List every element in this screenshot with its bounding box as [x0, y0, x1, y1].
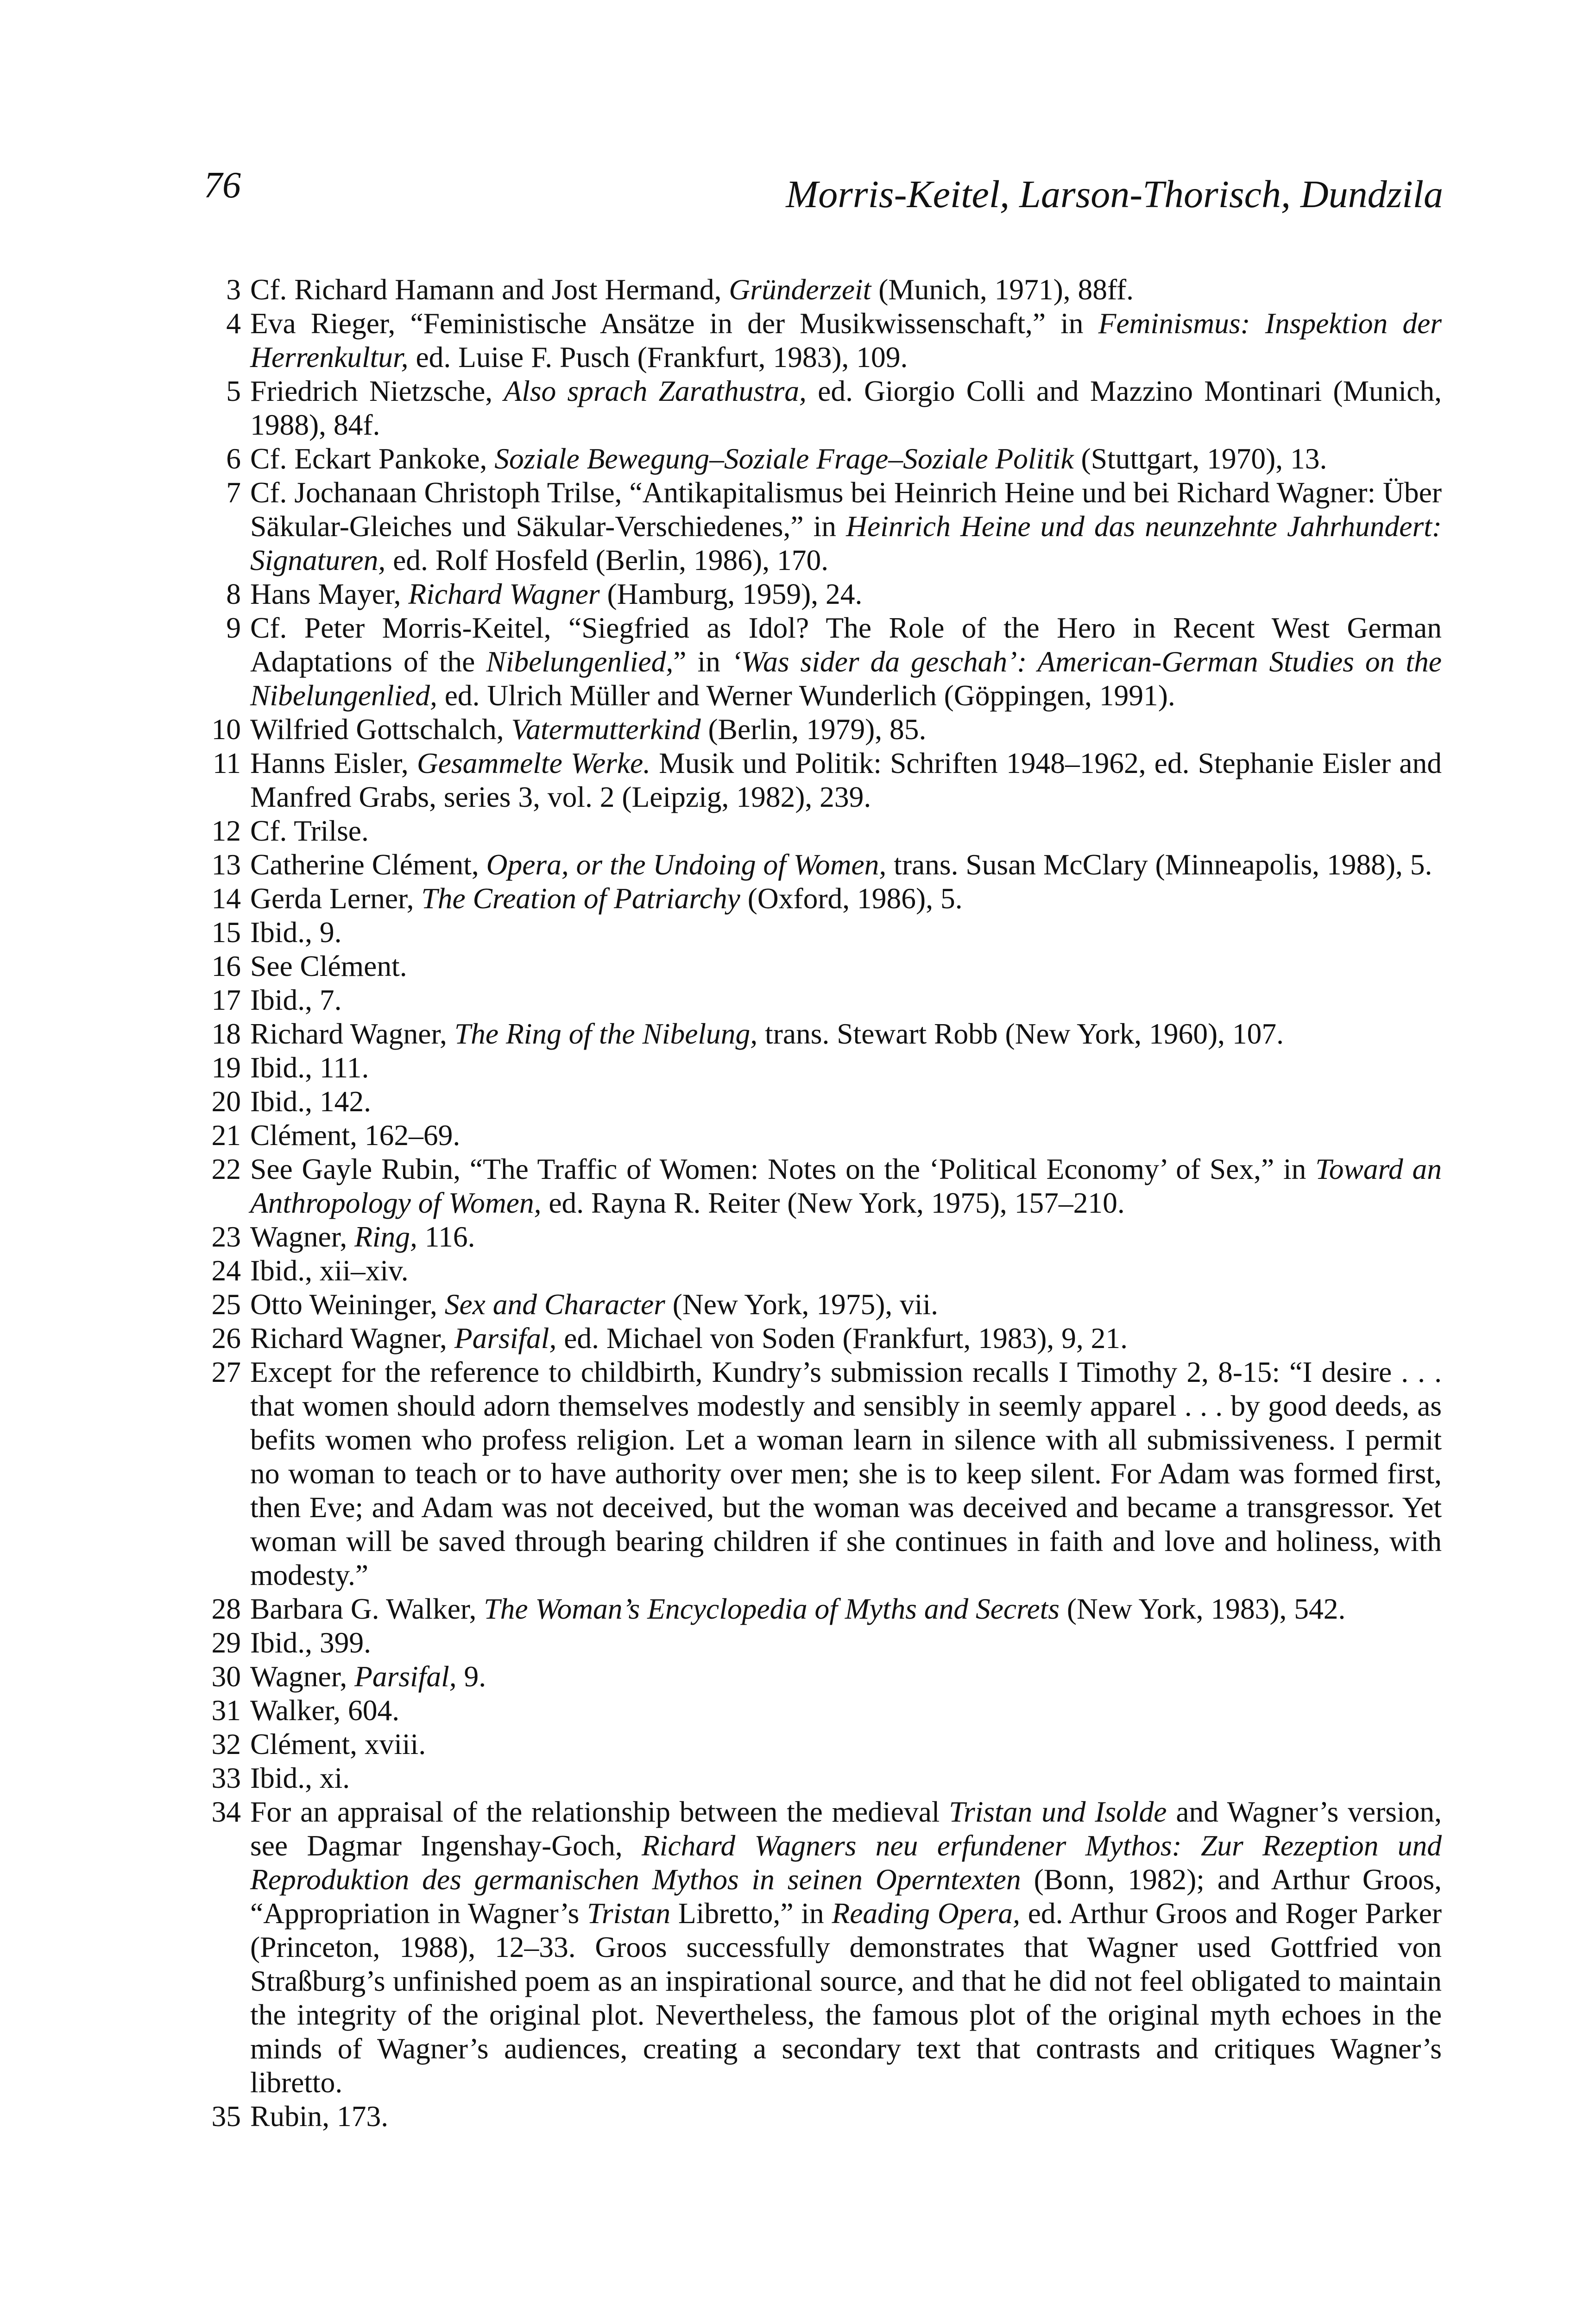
italic-title: Gründerzeit: [729, 273, 871, 306]
footnote: [185, 374, 1442, 442]
italic-title: Feminismus: Inspektion der Herrenkultur,: [250, 307, 1442, 374]
footnote-number: 26: [211, 1322, 241, 1355]
italic-title: Parsifal,: [354, 1660, 457, 1693]
footnote-number: 11: [212, 747, 241, 779]
footnote-number: 5: [226, 374, 241, 407]
footnote-text-segment: Barbara G. Walker,: [250, 1592, 484, 1625]
footnote: [185, 1152, 1442, 1220]
footnote-text: [241, 1152, 1442, 1220]
footnote-text: [241, 1253, 1442, 1287]
footnote-text: [241, 306, 1442, 374]
footnote-text-segment: Ibid., 142.: [250, 1085, 372, 1118]
footnote-text-segment: (New York, 1975), vii.: [665, 1288, 939, 1321]
footnote-text: [241, 1118, 1442, 1152]
footnote-text-segment: (Stuttgart, 1970), 13.: [1073, 442, 1327, 475]
footnote: [185, 1287, 1442, 1321]
footnote-text-segment: (Hamburg, 1959), 24.: [599, 577, 863, 610]
footnote-text-segment: Eva Rieger, “Feministische Ansätze in der Musikwissenschaft,” in: [250, 307, 1098, 340]
footnote-text: [241, 1220, 1442, 1253]
footnote: [185, 1118, 1442, 1152]
footnote-text-segment: ed. Michael von Soden (Frankfurt, 1983), 9, 21.: [556, 1322, 1128, 1355]
footnote-number: 24: [211, 1254, 241, 1287]
footnote-text-segment: Ibid., 9.: [250, 916, 342, 949]
footnote-number: 3: [226, 273, 241, 306]
footnote-text-segment: Hanns Eisler,: [250, 747, 417, 779]
footnote-text: [241, 272, 1442, 306]
footnote-number: 12: [211, 814, 241, 847]
footnote-text-segment: Richard Wagner,: [250, 1322, 454, 1355]
footnote: [185, 915, 1442, 949]
footnote: [185, 1659, 1442, 1693]
italic-title: Richard Wagner: [408, 577, 600, 610]
footnote: [185, 881, 1442, 915]
italic-title: Sex and Character: [444, 1288, 665, 1321]
footnote: [185, 611, 1442, 712]
footnote-number: 25: [211, 1288, 241, 1321]
notes-list: [185, 272, 1442, 2133]
italic-title: Gesammelte Werke.: [416, 747, 651, 779]
footnote: [185, 1693, 1442, 1727]
footnote: [185, 983, 1442, 1017]
footnote: [185, 1727, 1442, 1761]
footnote: [185, 1220, 1442, 1253]
footnote-text-segment: See Gayle Rubin, “The Traffic of Women: Notes on the ‘Political Economy’ of Sex,” in: [250, 1152, 1316, 1185]
footnote-text-segment: ed. Arthur Groos and Roger Parker (Princeton, 1988), 12–33. Groos successfully demonstrates that Wagner used Gottfried von Straßburg’s unfinished poem as an inspirational source, and that he did not feel obligated to maintain the integrity of the original plot. Nevertheless, the famous plot of the original myth echoes in the minds of Wagner’s audiences, creating a secondary text that contrasts and critiques Wagner’s libretto.: [250, 1897, 1442, 2099]
footnote-number: 31: [211, 1694, 241, 1727]
footnote: [185, 2099, 1442, 2133]
footnote: [185, 949, 1442, 983]
footnote: [185, 272, 1442, 306]
footnote-number: 18: [211, 1017, 241, 1050]
footnote-number: 22: [211, 1152, 241, 1185]
footnote-text: [241, 1795, 1442, 2099]
footnote-text-segment: Cf. Peter Morris-Keitel, “Siegfried as Idol? The Role of the Hero in Recent West German Adaptations of the: [250, 611, 1442, 678]
running-head: Morris-Keitel, Larson-Thorisch, Dundzila: [786, 173, 1443, 216]
footnote-text-segment: Hans Mayer,: [250, 577, 409, 610]
footnote: [185, 1017, 1442, 1051]
footnote: [185, 1253, 1442, 1287]
footnote-text-segment: Wagner,: [250, 1220, 355, 1253]
footnote-text: [241, 1017, 1442, 1051]
footnote-text-segment: Friedrich Nietzsche,: [250, 374, 504, 407]
footnote: [185, 1626, 1442, 1659]
italic-title: Nibelungenlied,: [486, 645, 674, 678]
footnote-text-segment: ” in: [673, 645, 732, 678]
footnote-number: 20: [211, 1085, 241, 1118]
footnote-text-segment: Wilfried Gottschalch,: [250, 713, 511, 746]
italic-title: Opera, or the Undoing of Women,: [486, 848, 887, 881]
footnote: [185, 577, 1442, 611]
footnote: [185, 1795, 1442, 2099]
footnote-text-segment: (Bonn, 1982); and Arthur Groos, “Appropriation in Wagner’s: [250, 1863, 1442, 1930]
footnote-number: 14: [211, 882, 241, 915]
italic-title: Tristan und Isolde: [949, 1795, 1167, 1828]
footnote: [185, 746, 1442, 814]
footnote-number: 8: [226, 577, 241, 610]
footnote-number: 35: [211, 2100, 241, 2133]
footnote-number: 4: [226, 307, 241, 340]
footnote-number: 9: [226, 611, 241, 644]
footnote-text-segment: Richard Wagner,: [250, 1017, 454, 1050]
footnote-text-segment: ed. Rayna R. Reiter (New York, 1975), 157–210.: [541, 1186, 1125, 1219]
footnote-text: [241, 1693, 1442, 1727]
footnote-text-segment: ed. Ulrich Müller and Werner Wunderlich (Göppingen, 1991).: [437, 679, 1175, 712]
footnote-text: [241, 949, 1442, 983]
footnote-number: 32: [211, 1728, 241, 1760]
footnote-text-segment: Catherine Clément,: [250, 848, 486, 881]
footnote: [185, 1761, 1442, 1795]
italic-title: The Woman’s Encyclopedia of Myths and Secrets: [484, 1592, 1060, 1625]
footnote-text: [241, 1592, 1442, 1626]
footnote-number: 33: [211, 1761, 241, 1794]
footnote-text-segment: Ibid., 111.: [250, 1051, 369, 1084]
italic-title: Heinrich Heine und das neunzehnte Jahrhundert: Signaturen,: [250, 510, 1442, 576]
footnote: [185, 848, 1442, 881]
footnote-text-segment: For an appraisal of the relationship between the medieval: [250, 1795, 949, 1828]
footnote: [185, 1051, 1442, 1084]
italic-title: Soziale Bewegung–Soziale Frage–Soziale Politik: [494, 442, 1074, 475]
footnote-text-segment: ed. Luise F. Pusch (Frankfurt, 1983), 109.: [408, 341, 908, 374]
footnote-number: 27: [211, 1355, 241, 1388]
footnote-text-segment: (Munich, 1971), 88ff.: [871, 273, 1134, 306]
footnote: [185, 1355, 1442, 1592]
footnote-text: [241, 1321, 1442, 1355]
footnote-text-segment: Cf. Jochanaan Christoph Trilse, “Antikapitalismus bei Heinrich Heine und bei Richard Wagner: Über Säkular-Gleiches und Säkular-Verschiedenes,” in: [250, 476, 1442, 543]
footnote-text: [241, 1626, 1442, 1659]
footnote-text: [241, 1355, 1442, 1592]
footnote-text-segment: (New York, 1983), 542.: [1060, 1592, 1346, 1625]
footnote-text-segment: Wagner,: [250, 1660, 355, 1693]
footnote-text-segment: Cf. Eckart Pankoke,: [250, 442, 495, 475]
footnote-text: [241, 2099, 1442, 2133]
footnote-text: [241, 1727, 1442, 1761]
footnote-number: 16: [211, 950, 241, 982]
footnote-text: [241, 374, 1442, 442]
footnote-number: 30: [211, 1660, 241, 1693]
footnote-text-segment: trans. Stewart Robb (New York, 1960), 107.: [757, 1017, 1284, 1050]
footnote-text-segment: Ibid., 399.: [250, 1626, 372, 1659]
footnote-text: [241, 814, 1442, 848]
page-number: 76: [204, 165, 241, 206]
italic-title: Parsifal,: [454, 1322, 557, 1355]
footnote-text-segment: Cf. Richard Hamann and Jost Hermand,: [250, 273, 729, 306]
footnote-text-segment: Clément, xviii.: [250, 1728, 426, 1760]
footnote-number: 29: [211, 1626, 241, 1659]
footnote: [185, 306, 1442, 374]
italic-title: The Creation of Patriarchy: [421, 882, 740, 915]
italic-title: Ring,: [354, 1220, 417, 1253]
italic-title: Also sprach Zarathustra,: [504, 374, 807, 407]
footnote-text: [241, 746, 1442, 814]
footnote-text: [241, 983, 1442, 1017]
footnote-number: 15: [211, 916, 241, 949]
footnote-text-segment: trans. Susan McClary (Minneapolis, 1988), 5.: [886, 848, 1432, 881]
italic-title: Reading Opera,: [832, 1897, 1020, 1930]
footnote-number: 17: [211, 983, 241, 1016]
footnote-text-segment: Musik und Politik: Schriften 1948–1962, ed. Stephanie Eisler and Manfred Grabs, series 3, vol. 2 (Leipzig, 1982), 239.: [250, 747, 1442, 813]
italic-title: Vatermutterkind: [511, 713, 701, 746]
footnote: [185, 712, 1442, 746]
italic-title: Richard Wagners neu erfundener Mythos: Zur Rezeption und Reproduktion des germanischen Mythos in seinen Operntexten: [250, 1829, 1442, 1896]
italic-title: ‘Was sider da geschah’: American-German Studies on the Nibelungenlied,: [250, 645, 1442, 712]
footnote-number: 10: [211, 713, 241, 746]
footnote-text: [241, 848, 1442, 881]
footnote-text: [241, 1659, 1442, 1693]
footnote-text-segment: Except for the reference to childbirth, Kundry’s submission recalls I Timothy 2, 8-15: “I desire . . . that women should adorn themselves modestly and sensibly in seemly apparel . . . by good deeds, as befits women who profess religion. Let a woman learn in silence with all submissiveness. I permit no woman to teach or to have authority over men; she is to keep silent. For Adam was formed first, then Eve; and Adam was not deceived, but the woman was deceived and became a transgressor. Yet woman will be saved through bearing children if she continues in faith and love and holiness, with modesty.”: [250, 1355, 1442, 1591]
footnote-text-segment: Libretto,” in: [670, 1897, 832, 1930]
footnote: [185, 814, 1442, 848]
footnote-number: 21: [211, 1119, 241, 1152]
footnote-text-segment: Ibid., xi.: [250, 1761, 350, 1794]
footnote-text-segment: Clément, 162–69.: [250, 1119, 461, 1152]
footnote-text: [241, 1084, 1442, 1118]
footnote-text: [241, 611, 1442, 712]
footnote-number: 23: [211, 1220, 241, 1253]
footnote: [185, 1084, 1442, 1118]
footnote-text: [241, 475, 1442, 577]
footnote-text-segment: and Wagner’s version, see Dagmar Ingenshay-Goch,: [250, 1795, 1442, 1862]
footnote-number: 19: [211, 1051, 241, 1084]
footnote: [185, 1321, 1442, 1355]
footnote-text: [241, 881, 1442, 915]
footnote-number: 28: [211, 1592, 241, 1625]
footnote-text-segment: Walker, 604.: [250, 1694, 400, 1727]
footnote-text-segment: Ibid., 7.: [250, 983, 342, 1016]
italic-title: Tristan: [587, 1897, 671, 1930]
footnote-text-segment: ed. Giorgio Colli and Mazzino Montinari (Munich, 1988), 84f.: [250, 374, 1442, 441]
italic-title: Toward an Anthropology of Women,: [250, 1152, 1442, 1219]
footnote-text-segment: Ibid., xii–xiv.: [250, 1254, 409, 1287]
footnote-number: 34: [211, 1795, 241, 1828]
footnote-text-segment: Rubin, 173.: [250, 2100, 389, 2133]
footnote-number: 13: [211, 848, 241, 881]
footnote-text: [241, 1287, 1442, 1321]
footnote: [185, 1592, 1442, 1626]
italic-title: The Ring of the Nibelung,: [454, 1017, 758, 1050]
footnote-text: [241, 712, 1442, 746]
footnote-text-segment: Cf. Trilse.: [250, 814, 369, 847]
footnote-text: [241, 577, 1442, 611]
footnote-text-segment: 116.: [417, 1220, 475, 1253]
footnote-text-segment: 9.: [456, 1660, 486, 1693]
footnote-text: [241, 1761, 1442, 1795]
footnote-number: 7: [226, 476, 241, 509]
footnote-text-segment: Gerda Lerner,: [250, 882, 422, 915]
footnote-number: 6: [226, 442, 241, 475]
footnote-text-segment: (Oxford, 1986), 5.: [740, 882, 963, 915]
footnote-text: [241, 1051, 1442, 1084]
footnote: [185, 442, 1442, 475]
footnote-text: [241, 442, 1442, 475]
footnote-text-segment: ed. Rolf Hosfeld (Berlin, 1986), 170.: [385, 544, 829, 576]
footnote-text-segment: See Clément.: [250, 950, 407, 982]
footnote-text: [241, 915, 1442, 949]
footnote: [185, 475, 1442, 577]
footnote-text-segment: Otto Weininger,: [250, 1288, 445, 1321]
footnote-text-segment: (Berlin, 1979), 85.: [700, 713, 927, 746]
